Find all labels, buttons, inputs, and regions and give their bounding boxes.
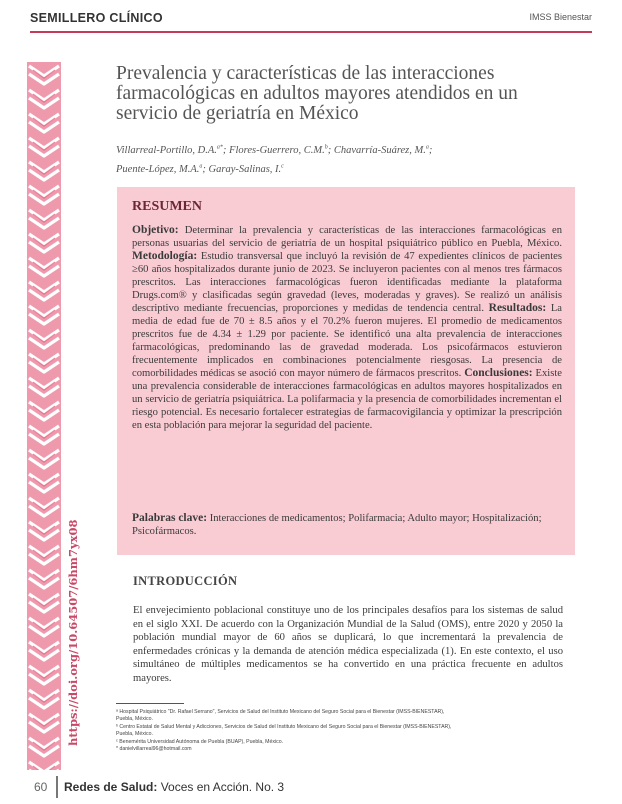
- author-affiliation: a: [425, 144, 429, 150]
- keywords-label: Palabras clave:: [132, 512, 208, 524]
- author-line-1: [116, 145, 432, 156]
- author-name: Flores-Guerrero, C.M.: [229, 144, 325, 156]
- author-affiliation: a*: [216, 144, 223, 150]
- page-number: 60: [34, 780, 48, 794]
- footnotes: [116, 709, 556, 753]
- author-separator: ;: [202, 164, 209, 175]
- keywords-text: Interacciones de medicamentos; Polifarmacia; Adulto mayor; Hospitalización; Psicofármacos.: [132, 513, 542, 537]
- conclusions-label: Conclusiones:: [464, 367, 533, 379]
- article-title: Prevalencia y características de las interacciones farmacológicas en adultos mayores atendidos en un servicio de geriatría en México: [116, 63, 518, 124]
- journal-name: [64, 780, 284, 794]
- abstract-body: [132, 224, 562, 432]
- author-affiliation: a: [199, 163, 203, 170]
- section-label: SEMILLERO CLÍNICO: [30, 11, 163, 25]
- objective-text: Determinar la prevalencia y características de las interacciones farmacológicas en personas usuarias del servicio de geriatría de un hospital psiquiátrico público en Puebla, México.: [132, 225, 562, 249]
- author-separator: ;: [428, 144, 433, 156]
- keywords: [132, 512, 562, 538]
- author-name: Garay-Salinas, I.: [208, 164, 282, 175]
- page-header: [0, 0, 622, 36]
- doi-link[interactable]: https://doi.org/10.64507/6hm7yx08: [66, 519, 80, 746]
- abstract-heading: RESUMEN: [132, 199, 203, 214]
- footnote-rule: [116, 703, 184, 704]
- footnote-line: * danielvillarreal96@hotmail.com: [116, 746, 192, 753]
- author-affiliation: b: [324, 144, 328, 150]
- results-label: Resultados:: [488, 302, 547, 314]
- author-name: Villarreal-Portillo, D.A.: [116, 144, 217, 156]
- author-affiliation: c: [281, 163, 284, 170]
- footnote-line: ᶜ Benemérita Universidad Autónoma de Puebla (BUAP), Puebla, México.: [116, 738, 284, 745]
- objective-label: Objetivo:: [132, 224, 179, 236]
- header-rule: [30, 31, 592, 33]
- journal-name-bold: Redes de Salud:: [64, 780, 158, 794]
- introduction-body: El envejecimiento poblacional constituye uno de los principales desafíos para los sistemas de salud en el siglo XXI. De acuerdo con la Organización Mundial de la Salud (OMS), entre 2020 y 2050 la población mundial mayor de 60 años se duplicará, lo que incrementará la prevalencia de enfermedades crónicas y la demanda de atención médica especializada (1). En este contexto, el uso simultáneo de múltiples medicamentos se ha convertido en una práctica frecuente en adultos mayores.: [133, 605, 563, 684]
- footer-divider: [56, 776, 58, 798]
- author-name: Chavarría-Suárez, M.: [333, 144, 426, 156]
- methods-label: Metodología:: [132, 250, 198, 262]
- author-separator: ;: [327, 144, 334, 156]
- methods-text: Estudio transversal que incluyó la revisión de 47 expedientes clínicos de pacientes ≥60 años hospitalizados durante junio de 2023. Se incluyeron pacientes con al menos tres fármacos prescritos. Las interacciones farmacológicas fueron identificadas mediante la plataforma Drugs.com® y clasificadas según gravedad (leves, moderadas y graves). Se realizó un análisis descriptivo mediante frecuencias, proporciones y medidas de tendencia central.: [132, 251, 562, 314]
- chevron-pattern-icon: [27, 62, 61, 770]
- footnote-line: Puebla, México.: [116, 716, 153, 723]
- journal-name-rest: Voces en Acción. No. 3: [157, 780, 285, 794]
- results-text: La media de edad fue de 70 ± 8.5 años y el 70.2% fueron mujeres. El promedio de medicamentos prescritos fue de 4.34 ± 1.29 por paciente. Se identificó una alta prevalencia de interacciones farmacológicas, predominando las de gravedad moderada. Los psicofármacos estuvieron frecuentemente implicados en combinaciones potencialmente riesgosas. La presencia de comorbilidades médicas se asoció con mayor número de fármacos prescritos.: [132, 303, 562, 379]
- footnote-line: Puebla, México.: [116, 731, 153, 738]
- author-line-2: [116, 164, 284, 175]
- footnote-line: ᵇ Centro Estatal de Salud Mental y Adicciones, Servicios de Salud del Instituto Mexicano del Seguro Social para el Bienestar (IMSS-BIENESTAR),: [116, 723, 452, 730]
- author-separator: ;: [222, 144, 230, 156]
- introduction-heading: INTRODUCCIÓN: [133, 574, 238, 588]
- publisher-label: IMSS Bienestar: [529, 12, 592, 22]
- conclusions-text: Existe una prevalencia considerable de interacciones farmacológicas en adultos mayores hospitalizados en un servicio de geriatría psiquiátrica. La polifarmacia y la presencia de comorbilidades incrementan el riesgo potencial. Es necesario fortalecer estrategias de farmacovigilancia y optimizar la prescripción en esta población para mejorar la seguridad del paciente.: [132, 368, 562, 431]
- decorative-pattern-strip: [27, 62, 61, 770]
- abstract-box: [117, 187, 575, 555]
- footnote-line: ᵃ Hospital Psiquiátrico "Dr. Rafael Serrano", Servicios de Salud del Instituto Mexicano del Seguro Social para el Bienestar (IMSS-BIENESTAR),: [116, 709, 445, 715]
- author-name: Puente-López, M.A.: [116, 164, 200, 175]
- author-list: [116, 139, 566, 178]
